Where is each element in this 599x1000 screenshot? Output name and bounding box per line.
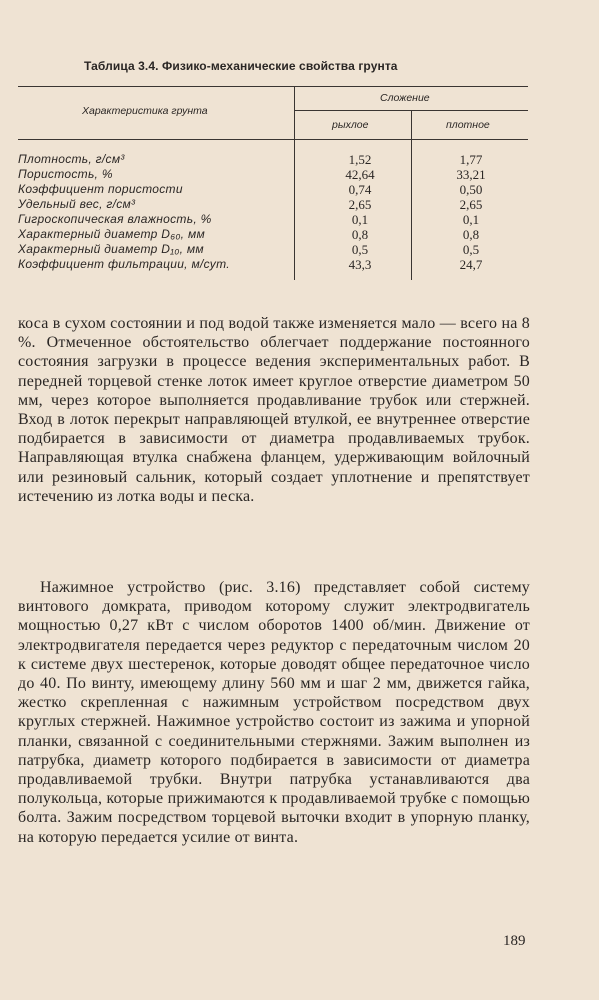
header-composition: Сложение: [380, 92, 430, 104]
value-loose: 43,3: [348, 257, 372, 272]
table-row: [0, 257, 599, 271]
table-row: [0, 182, 599, 196]
value-loose: 0,1: [351, 212, 369, 227]
row-label: Пористость, %: [18, 167, 113, 181]
header-characteristic: Характеристика грунта: [82, 105, 208, 117]
value-dense: 0,8: [462, 227, 480, 242]
value-dense: 33,21: [456, 167, 486, 182]
table-caption: Таблица 3.4. Физико-механические свойства грунта: [84, 59, 398, 73]
body-paragraph-2: [18, 578, 530, 847]
table-header-bottom-rule: [18, 139, 528, 140]
header-loose: рыхлое: [332, 119, 369, 131]
row-label: Коэффициент пористости: [18, 182, 183, 196]
paragraph-text: коса в сухом состоянии и под водой также изменяется мало — всего на 8 %. Отмеченное обстоятельство облегчает поддержание постоянного состояния загрузки в процессе ведения экспериментальных работ. В передней торцевой стенке лоток имеет круглое отверстие диаметром 50 мм, через которое выполняется продавливание трубок или стержней. Вход в лоток перекрыт направляющей втулкой, ее внутреннее отверстие подбирается в зависимости от диаметра продавливаемых трубок. Направляющая втулка снабжена фланцем, удерживающим войлочный или резиновый сальник, который создает уплотнение и препятствует истечению из лотка воды и песка.: [18, 315, 530, 505]
table-row: [0, 212, 599, 226]
row-label: Плотность, г/см³: [18, 152, 125, 166]
value-loose: 0,5: [351, 242, 369, 257]
body-paragraph-1: [18, 314, 530, 506]
value-dense: 1,77: [459, 152, 483, 167]
paragraph-text: Нажимное устройство (рис. 3.16) представляет собой систему винтового домкрата, приводом которому служит электродвигатель мощностью 0,27 кВт с числом оборотов 1400 об/мин. Движение от электродвигателя передается через редуктор с передаточным числом 20 к системе двух шестеренок, которые доводят общее передаточное число до 40. По винту, имеющему длину 560 мм и шаг 2 мм, движется гайка, жестко скрепленная с нажимным устройством посредством двух круглых стержней. Нажимное устройство состоит из зажима и упорной планки, связанной с соединительными стержнями. Зажим выполнен из патрубка, диаметр которого подбирается в зависимости от диаметра продавливаемой трубки. Внутри патрубка устанавливаются два полукольца, которые прижимаются к продавливаемой трубке с помощью болта. Зажим посредством торцевой выточки входит в упорную планку, на которую передается усилие от винта.: [18, 579, 530, 846]
row-label: Гигроскопическая влажность, %: [18, 212, 212, 226]
table-row: [0, 152, 599, 166]
value-dense: 2,65: [459, 197, 483, 212]
value-dense: 0,5: [462, 242, 480, 257]
table-row: [0, 227, 599, 241]
value-loose: 0,74: [348, 182, 372, 197]
page-number: 189: [503, 933, 526, 949]
table-row: [0, 167, 599, 181]
value-dense: 0,50: [459, 182, 483, 197]
row-label: Характерный диаметр D₁₀, мм: [18, 242, 204, 256]
value-dense: 24,7: [459, 257, 483, 272]
row-label: Коэффициент фильтрации, м/сут.: [18, 257, 230, 271]
header-dense: плотное: [446, 119, 490, 131]
value-loose: 2,65: [348, 197, 372, 212]
table-row: [0, 242, 599, 256]
row-label: Удельный вес, г/см³: [18, 197, 136, 211]
value-dense: 0,1: [462, 212, 480, 227]
table-row: [0, 197, 599, 211]
value-loose: 42,64: [345, 167, 375, 182]
value-loose: 0,8: [351, 227, 369, 242]
row-label: Характерный диаметр D₆₀, мм: [18, 227, 205, 241]
value-loose: 1,52: [348, 152, 372, 167]
table-top-rule: [18, 86, 528, 87]
